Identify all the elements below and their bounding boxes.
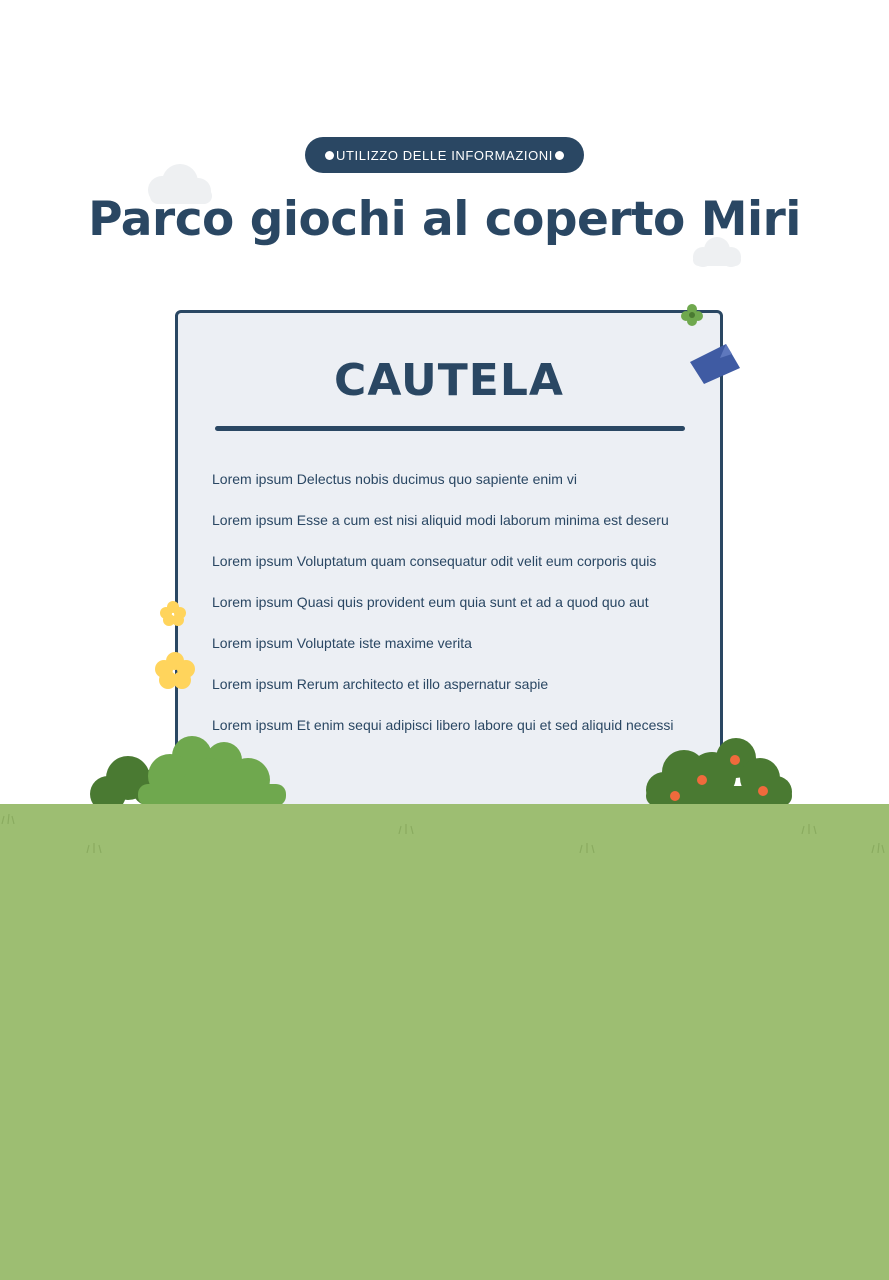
grass-tuft-icon <box>577 843 597 853</box>
badge-dot-right <box>555 151 564 160</box>
section-badge <box>305 137 584 173</box>
card-heading: CAUTELA <box>334 355 564 406</box>
grass-tuft-icon <box>84 843 104 853</box>
flower-icon <box>154 651 196 691</box>
flower-icon <box>159 600 187 628</box>
caution-list <box>212 471 673 758</box>
grass-ground <box>0 804 889 1280</box>
list-item: Lorem ipsum Voluptate iste maxime verita <box>212 635 472 651</box>
list-item: Lorem ipsum Et enim sequi adipisci libero labore qui et sed aliquid necessi <box>212 717 674 733</box>
bush-icon <box>642 736 794 806</box>
badge-label: UTILIZZO DELLE INFORMAZIONI <box>336 147 553 163</box>
list-item: Lorem ipsum Rerum architecto et illo aspernatur sapie <box>212 676 549 692</box>
grass-tuft-icon <box>799 824 819 834</box>
clover-icon <box>680 303 704 327</box>
list-item: Lorem ipsum Voluptatum quam consequatur odit velit eum corporis quis <box>212 553 657 569</box>
list-item: Lorem ipsum Esse a cum est nisi aliquid modi laborum minima est deseru <box>212 512 669 528</box>
badge-dot-left <box>325 151 334 160</box>
page-title: Parco giochi al coperto Miri <box>88 192 801 247</box>
grass-tuft-icon <box>396 824 416 834</box>
list-item: Lorem ipsum Delectus nobis ducimus quo sapiente enim vi <box>212 471 577 487</box>
grass-tuft-icon <box>870 843 888 853</box>
card-divider <box>215 426 685 431</box>
list-item: Lorem ipsum Quasi quis provident eum quia sunt et ad a quod quo aut <box>212 594 649 610</box>
grass-tuft-icon <box>0 814 18 824</box>
bush-icon <box>88 734 288 806</box>
sticky-note-icon <box>686 340 744 388</box>
